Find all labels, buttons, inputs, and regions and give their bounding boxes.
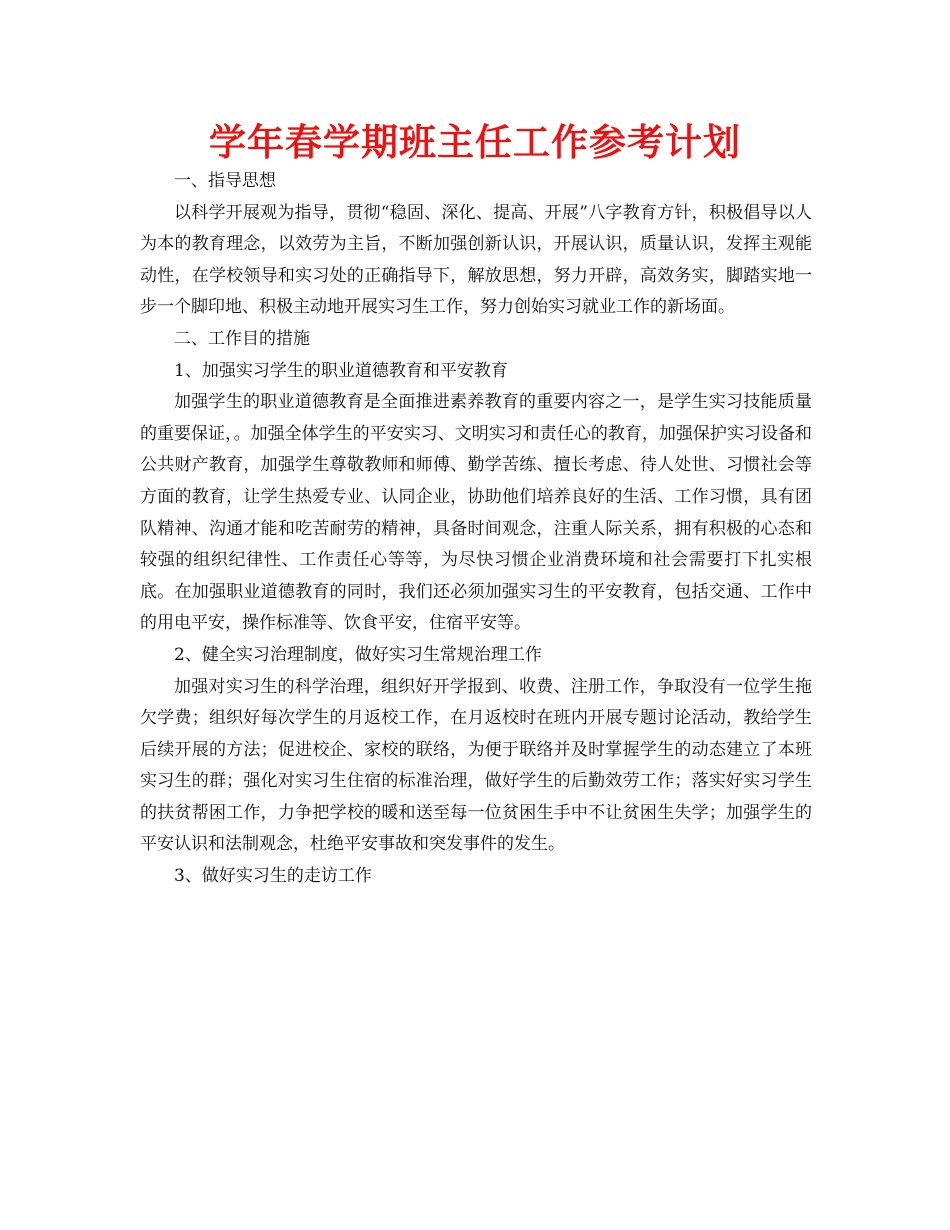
document-body: [140, 166, 812, 893]
document-title: 学年春学期班主任工作参考计划: [209, 121, 741, 164]
section-heading-work-goals: 二、工作目的措施: [174, 328, 310, 349]
paragraph-ethics-safety: 加强学生的职业道德教育是全面推进素养教育的重要内容之一，是学生实习技能质量的重要保证，。加强全体学生的平安实习、文明实习和责任心的教育，加强保护实习设备和公共财产教育，加强学生尊敬教师和师傅、勤学苦练、擅长考虑、待人处世、习惯社会等方面的教育，让学生热爱专业、认同企业，协助他们培养良好的生活、工作习惯，具有团队精神、沟通才能和吃苦耐劳的精神，具备时间观念，注重人际关系，拥有积极的心态和较强的组织纪律性、工作责任心等等，为尽快习惯企业消费环境和社会需要打下扎实根底。在加强职业道德教育的同时，我们还必须加强实习生的平安教育，包括交通、工作中的用电平安，操作标准等、饮食平安，住宿平安等。: [140, 392, 812, 634]
section-heading-guiding-thought: 一、指导思想: [174, 171, 276, 191]
paragraph-management-system: 加强对实习生的科学治理，组织好开学报到、收费、注册工作，争取没有一位学生拖欠学费；组织好每次学生的月返校工作，在月返校时在班内开展专题讨论活动，教给学生后续开展的方法；促进校企、家校的联络，为便于联络并及时掌握学生的动态建立了本班实习生的群；强化对实习生住宿的标准治理，做好学生的后勤效劳工作；落实好实习学生的扶贫帮困工作，力争把学校的暖和送至每一位贫困生手中不让贫困生失学；加强学生的平安认识和法制观念，杜绝平安事故和突发事件的发生。: [140, 676, 812, 855]
subheading-management-system: 2、健全实习治理制度，做好实习生常规治理工作: [174, 644, 542, 665]
subheading-visits: 3、做好实习生的走访工作: [174, 866, 372, 887]
paragraph-guiding-thought: 以科学开展观为指导，贯彻“稳固、深化、提高、开展”八字教育方针，积极倡导以人为本的教育理念，以效劳为主旨，不断加强创新认识，开展认识，质量认识，发挥主观能动性，在学校领导和实习处的正确指导下，解放思想，努力开辟，高效务实，脚踏实地一步一个脚印地、积极主动地开展实习生工作，努力创始实习就业工作的新场面。: [140, 202, 812, 318]
subheading-ethics-safety: 1、加强实习学生的职业道德教育和平安教育: [174, 360, 508, 381]
